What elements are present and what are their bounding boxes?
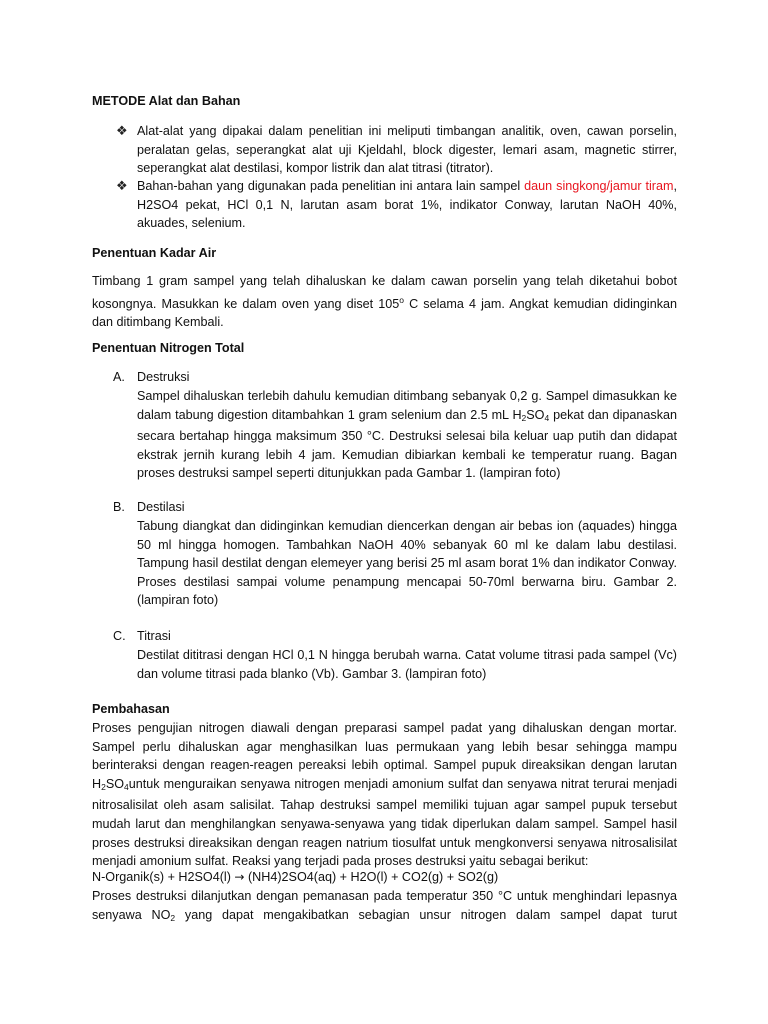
- heading-kadar-air: Penentuan Kadar Air: [92, 246, 217, 260]
- bahan-text-before: Bahan-bahan yang digunakan pada penelitian ini antara lain sampel: [137, 179, 525, 193]
- subscript-4: 4: [124, 781, 129, 792]
- section-a-letter: A.: [113, 370, 125, 384]
- subscript-2: 2: [170, 912, 176, 923]
- equation-right: (NH4)2SO4(aq) + H2O(l) + CO2(g) + SO2(g): [244, 870, 499, 884]
- bullet-alat: Alat-alat yang dipakai dalam penelitian ini meliputi timbangan analitik, oven, cawan porselin, peralatan gelas, seperangkat alat uji Kjeldahl, block digester, lemari asam, magnetic stirrer, seperangkat alat destilasi, kompor listrik dan alat titrasi (titrator).: [137, 124, 677, 176]
- right-arrow-icon: →: [234, 870, 245, 884]
- pembahasan-text-1: Proses pengujian nitrogen diawali dengan preparasi sampel padat yang dihaluskan dengan mortar. Sampel perlu dihaluskan agar menghasilkan luas permukaan yang lebih besar sehingga mampu berinteraksi dengan reagen-reagen pereaksi lebih optimal. Sampel pupuk direaksikan dengan larutan H: [92, 721, 677, 791]
- pembahasan-text-5: yang dapat mengakibatkan sebagian unsur nitrogen dalam sampel dapat turut: [175, 907, 677, 922]
- subscript-4: 4: [544, 412, 550, 423]
- section-a-text: [137, 387, 677, 483]
- destruksi-text-2: SO: [526, 407, 545, 422]
- pembahasan-paragraph-2: [92, 887, 677, 927]
- bahan-highlight: daun singkong/jamur tiram: [524, 179, 674, 193]
- destruksi-text-3: pekat dan dipanaskan secara bertahap hingga maksimum 350 °C. Destruksi selesai bila keluar uap putih dan didapat ekstrak jernih kurang lebih 4 jam. Kemudian dibiarkan kembali ke temperatur ruang. Bagan proses destruksi sampel seperti ditunjukkan pada Gambar 1. (lampiran foto): [137, 407, 677, 481]
- degree-superscript: o: [399, 294, 405, 305]
- reaction-equation: [92, 868, 498, 887]
- heading-metode: METODE Alat dan Bahan: [92, 94, 241, 108]
- section-b-letter: B.: [113, 500, 125, 514]
- subscript-2: 2: [521, 412, 527, 423]
- heading-pembahasan: Pembahasan: [92, 702, 170, 716]
- pembahasan-text-2: SO: [105, 776, 125, 791]
- bullet-bahan: [137, 177, 677, 233]
- kadar-air-paragraph: [92, 272, 677, 332]
- bahan-text-after: , H2SO4 pekat, HCl 0,1 N, larutan asam borat 1%, indikator Conway, larutan NaOH 40%, akuades, selenium.: [137, 179, 677, 231]
- section-b-text: Tabung diangkat dan didinginkan kemudian diencerkan dengan air bebas ion (aquades) hingga 50 ml hingga homogen. Tambahkan NaOH 40% sebanyak 60 ml ke dalam labu destilasi. Tampung hasil destilat dengan elemeyer yang berisi 25 ml asam borat 1% dan indikator Conway. Proses destilasi sampai volume penampung mencapai 50-70ml berwarna biru. Gambar 2. (lampiran foto): [137, 519, 677, 608]
- section-c-title: Titrasi: [137, 629, 171, 643]
- pembahasan-paragraph: [92, 719, 677, 871]
- section-c-letter: C.: [113, 629, 126, 643]
- kadar-air-text-1: Timbang 1 gram sampel yang telah dihaluskan ke dalam cawan porselin yang telah diketahui bobot kosongnya. Masukkan ke dalam oven yang diset 105: [92, 274, 677, 311]
- section-a-title: Destruksi: [137, 370, 190, 384]
- diamond-bullet-icon: ❖: [116, 178, 128, 193]
- pembahasan-text-3: untuk menguraikan senyawa nitrogen menjadi amonium sulfat dan senyawa nitrat terurai menjadi nitrosalisilat oleh asam salisilat. Tahap destruksi sampel memiliki tujuan agar sampel pupuk tersebut mudah larut dan menghilangkan senyawa-senyawa yang tidak diperlukan dalam sampel. Sampel hasil proses destruksi direaksikan dengan reagen natrium tiosulfat untuk mengkonversi senyawa nitrosalisilat menjadi amonium sulfat. Reaksi yang terjadi pada proses destruksi yaitu sebagai berikut:: [92, 776, 677, 869]
- diamond-bullet-icon: ❖: [116, 123, 128, 138]
- heading-nitrogen: Penentuan Nitrogen Total: [92, 341, 245, 355]
- destruksi-text-1: Sampel dihaluskan terlebih dahulu kemudian ditimbang sebanyak 0,2 g. Sampel dimasukkan ke dalam tabung digestion ditambahkan 1 gram selenium dan 2.5 mL H: [137, 389, 677, 422]
- section-c-text: Destilat dititrasi dengan HCl 0,1 N hingga berubah warna. Catat volume titrasi pada sampel (Vc) dan volume titrasi pada blanko (Vb). Gambar 3. (lampiran foto): [137, 648, 677, 681]
- pembahasan-text-4: Proses destruksi dilanjutkan dengan pemanasan pada temperatur 350 °C untuk menghindari lepasnya senyawa NO: [92, 889, 677, 922]
- subscript-2: 2: [101, 781, 106, 792]
- kadar-air-text-2: C selama 4 jam. Angkat kemudian didinginkan dan ditimbang Kembali.: [92, 296, 677, 330]
- section-b-title: Destilasi: [137, 500, 185, 514]
- equation-left: N-Organik(s) + H2SO4(l): [92, 870, 235, 884]
